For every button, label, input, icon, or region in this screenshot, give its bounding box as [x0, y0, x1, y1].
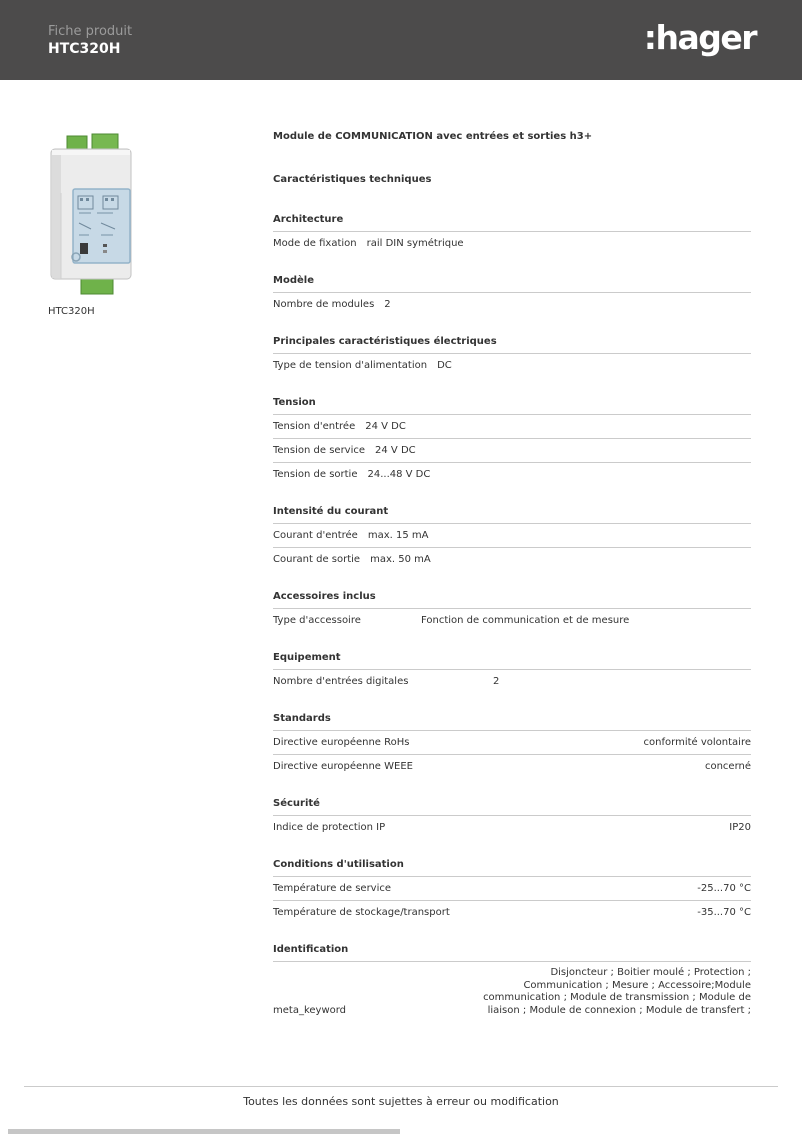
- spec-value: 24...48 V DC: [367, 469, 431, 480]
- spec-label: Température de stockage/transport: [273, 907, 450, 918]
- section-heading: Sécurité: [273, 797, 751, 816]
- spec-row: [273, 877, 751, 901]
- product-image: [45, 133, 137, 295]
- spec-value: -35...70 °C: [697, 907, 751, 918]
- spec-row: [273, 609, 751, 632]
- spec-value: 24 V DC: [375, 445, 416, 456]
- section-accessoires-inclus: [273, 590, 751, 632]
- header-titles: [48, 24, 132, 58]
- spec-value: 24 V DC: [365, 421, 406, 432]
- page-subtitle: Caractéristiques techniques: [273, 174, 432, 185]
- spec-label: meta_keyword: [273, 1005, 347, 1016]
- spec-row: [273, 232, 751, 255]
- section-intensite-du-courant: [273, 505, 751, 571]
- spec-label: Nombre d'entrées digitales: [273, 676, 409, 687]
- section-heading: Accessoires inclus: [273, 590, 751, 609]
- section-heading: Equipement: [273, 651, 751, 670]
- spec-label: Directive européenne WEEE: [273, 761, 413, 772]
- section-heading: Architecture: [273, 213, 751, 232]
- section-tension: [273, 396, 751, 486]
- spec-label: Tension de sortie: [273, 469, 358, 480]
- spec-value: rail DIN symétrique: [366, 238, 464, 249]
- spec-value: DC: [437, 360, 452, 371]
- spec-row: [273, 548, 751, 571]
- section-identification: [273, 943, 751, 1022]
- section-principales-caracteristiques-electriques: [273, 335, 751, 377]
- spec-row: [273, 354, 751, 377]
- spec-value: 2: [493, 676, 500, 687]
- module-body-highlight: [52, 150, 130, 155]
- spec-row: [273, 439, 751, 463]
- spec-row: [273, 962, 751, 1022]
- spec-row: [273, 415, 751, 439]
- spec-value: conformité volontaire: [643, 737, 751, 748]
- hager-logo: :hager: [643, 18, 756, 57]
- section-equipement: [273, 651, 751, 693]
- spec-label: Nombre de modules: [273, 299, 375, 310]
- page-title: Module de COMMUNICATION avec entrées et sorties h3+: [273, 131, 593, 142]
- product-photo-block: [45, 133, 137, 317]
- footer-divider: [24, 1086, 778, 1087]
- section-heading: Conditions d'utilisation: [273, 858, 751, 877]
- doc-type-label: Fiche produit: [48, 24, 133, 39]
- product-code: HTC320H: [48, 41, 121, 57]
- section-heading: Principales caractéristiques électriques: [273, 335, 751, 354]
- header-bar: [0, 0, 802, 80]
- module-body-shade: [52, 150, 61, 278]
- section-conditions-d-utilisation: [273, 858, 751, 924]
- spec-label: Indice de protection IP: [273, 822, 386, 833]
- section-heading: Intensité du courant: [273, 505, 751, 524]
- spec-value: concerné: [704, 761, 751, 772]
- spec-row: [273, 670, 751, 693]
- panel-slot: [80, 243, 88, 254]
- spec-value: IP20: [729, 822, 751, 833]
- spec-row: [273, 524, 751, 548]
- spec-label: Type de tension d'alimentation: [273, 360, 428, 371]
- spec-label: Tension de service: [273, 445, 366, 456]
- spec-sections: [273, 213, 751, 1022]
- spec-row: [273, 901, 751, 924]
- section-modele: [273, 274, 751, 316]
- spec-row: [273, 293, 751, 316]
- next-page-edge: [8, 1129, 400, 1134]
- spec-label: Courant de sortie: [273, 554, 361, 565]
- spec-label: Température de service: [273, 883, 392, 894]
- spec-value: 2: [384, 299, 391, 310]
- spec-value: -25...70 °C: [697, 883, 751, 894]
- spec-row: [273, 755, 751, 778]
- section-architecture: [273, 213, 751, 255]
- spec-label: Type d'accessoire: [273, 615, 361, 626]
- section-securite: [273, 797, 751, 839]
- spec-label: Directive européenne RoHs: [273, 737, 410, 748]
- content-column: [273, 130, 751, 1022]
- spec-row: [273, 463, 751, 486]
- spec-row: [273, 731, 751, 755]
- section-heading: Standards: [273, 712, 751, 731]
- section-standards: [273, 712, 751, 778]
- section-heading: Identification: [273, 943, 751, 962]
- spec-value: max. 15 mA: [367, 530, 429, 541]
- product-image-caption: HTC320H: [48, 306, 95, 317]
- footer-disclaimer: Toutes les données sont sujettes à erreur ou modification: [243, 1095, 559, 1108]
- spec-label: Courant d'entrée: [273, 530, 358, 541]
- spec-value: Disjoncteur ; Boitier moulé ; Protection ; Communication ; Mesure ; Accessoire;Module communication ; Module de transmission ; Module de liaison ; Module de connexion ; Module de transfert ;: [483, 967, 751, 1016]
- section-heading: Tension: [273, 396, 751, 415]
- section-heading: Modèle: [273, 274, 751, 293]
- spec-label: Tension d'entrée: [273, 421, 356, 432]
- spec-value: Fonction de communication et de mesure: [421, 615, 630, 626]
- spec-row: [273, 816, 751, 839]
- spec-label: Mode de fixation: [273, 238, 357, 249]
- spec-value: max. 50 mA: [370, 554, 431, 565]
